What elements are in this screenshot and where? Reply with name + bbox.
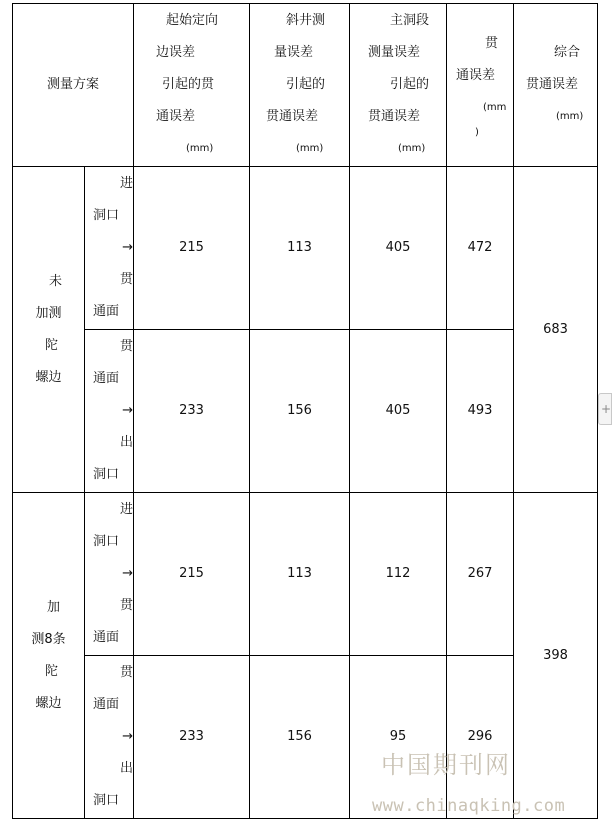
header-col-5: [514, 4, 598, 167]
segment-line: 洞口: [93, 208, 120, 223]
segment-line: 贯: [120, 598, 134, 613]
header-col-4-unit: (mm: [483, 102, 507, 113]
cell-orientation-error: 215: [134, 167, 250, 330]
cell-tunnel-error: 405: [350, 167, 447, 330]
segment-arrow: →: [122, 729, 134, 744]
table-row: [13, 330, 598, 493]
segment-arrow: →: [122, 403, 134, 418]
scheme-line: 陀: [44, 337, 58, 353]
segment-line: 进: [120, 502, 134, 517]
header-col-4-line: 通误差: [456, 68, 496, 83]
header-col-4: [447, 4, 514, 167]
scheme-line: 测8条: [31, 631, 66, 647]
cell-shaft-error: 156: [250, 656, 350, 819]
header-col-1-line: 通误差: [156, 109, 196, 124]
segment-line: 贯: [120, 665, 134, 680]
cell-total-error: 398: [514, 493, 598, 819]
segment-arrow: →: [122, 566, 134, 581]
header-col-1: [134, 4, 250, 167]
segment-line: 进: [120, 176, 134, 191]
header-plan: [13, 4, 134, 167]
scheme-line: 陀: [44, 663, 58, 679]
segment-line: 贯: [120, 272, 134, 287]
scheme-line: 螺边: [35, 695, 62, 711]
header-col-2-line: 贯通误差: [266, 109, 319, 124]
segment-cell: [85, 167, 134, 330]
header-col-2: [250, 4, 350, 167]
scheme-line: 未: [48, 273, 62, 289]
cell-orientation-error: 233: [134, 656, 250, 819]
table-row: [13, 493, 598, 656]
watermark-logo: 中国期刊网: [381, 751, 511, 779]
header-col-3: [350, 4, 447, 167]
cell-breakthrough-error: 267: [447, 493, 514, 656]
segment-line: 通面: [93, 697, 120, 712]
scheme-line: 螺边: [35, 369, 62, 385]
header-col-2-line: 斜井测: [286, 13, 326, 28]
cell-shaft-error: 156: [250, 330, 350, 493]
header-col-3-line: 主洞段: [390, 13, 430, 28]
header-col-2-unit: (mm): [296, 143, 324, 154]
header-col-1-unit: (mm): [186, 143, 214, 154]
header-col-3-line: 引起的: [390, 77, 430, 92]
segment-line: 通面: [93, 630, 120, 645]
scheme-cell: [13, 493, 85, 819]
header-col-3-unit: (mm): [398, 143, 426, 154]
cell-breakthrough-error: 296: [447, 656, 514, 819]
header-col-3-line: 贯通误差: [368, 109, 421, 124]
cell-breakthrough-error: 493: [447, 330, 514, 493]
cell-total-error: 683: [514, 167, 598, 493]
header-col-1-line: 引起的贯: [162, 77, 215, 92]
segment-cell: [85, 330, 134, 493]
table-row: [13, 167, 598, 330]
header-col-5-unit: (mm): [556, 111, 584, 122]
header-col-3-line: 测量误差: [368, 45, 421, 60]
side-scroll-handle[interactable]: +: [598, 393, 612, 425]
segment-line: 通面: [93, 371, 120, 386]
header-col-1-line: 边误差: [156, 45, 196, 60]
header-col-2-line: 引起的: [286, 77, 326, 92]
segment-line: 通面: [93, 304, 120, 319]
cell-orientation-error: 215: [134, 493, 250, 656]
cell-orientation-error: 233: [134, 330, 250, 493]
segment-line: 洞口: [93, 467, 120, 482]
segment-line: 贯: [120, 339, 134, 354]
cell-tunnel-error: 405: [350, 330, 447, 493]
header-col-1-line: 起始定向: [166, 13, 219, 28]
header-plan-label: 测量方案: [47, 77, 100, 92]
scheme-line: 加测: [35, 305, 62, 321]
header-col-4-line: 贯: [485, 36, 499, 51]
cell-tunnel-error: 95: [350, 656, 447, 819]
segment-cell: [85, 656, 134, 819]
header-col-5-line: 贯通误差: [526, 77, 579, 92]
scheme-cell: [13, 167, 85, 493]
cell-shaft-error: 113: [250, 167, 350, 330]
scheme-line: 加: [46, 599, 60, 615]
header-col-5-line: 综合: [554, 45, 581, 60]
table-row: [13, 656, 598, 819]
segment-cell: [85, 493, 134, 656]
segment-line: 出: [120, 435, 134, 450]
header-col-4-line: ): [475, 127, 479, 138]
header-col-2-line: 量误差: [274, 45, 314, 60]
segment-line: 洞口: [93, 793, 120, 808]
cell-breakthrough-error: 472: [447, 167, 514, 330]
segment-line: 出: [120, 761, 134, 776]
segment-line: 洞口: [93, 534, 120, 549]
cell-tunnel-error: 112: [350, 493, 447, 656]
header-row: [13, 4, 598, 167]
segment-arrow: →: [122, 240, 134, 255]
cell-shaft-error: 113: [250, 493, 350, 656]
error-table: [12, 3, 598, 819]
watermark-url: www.chinaqking.com: [372, 796, 566, 816]
